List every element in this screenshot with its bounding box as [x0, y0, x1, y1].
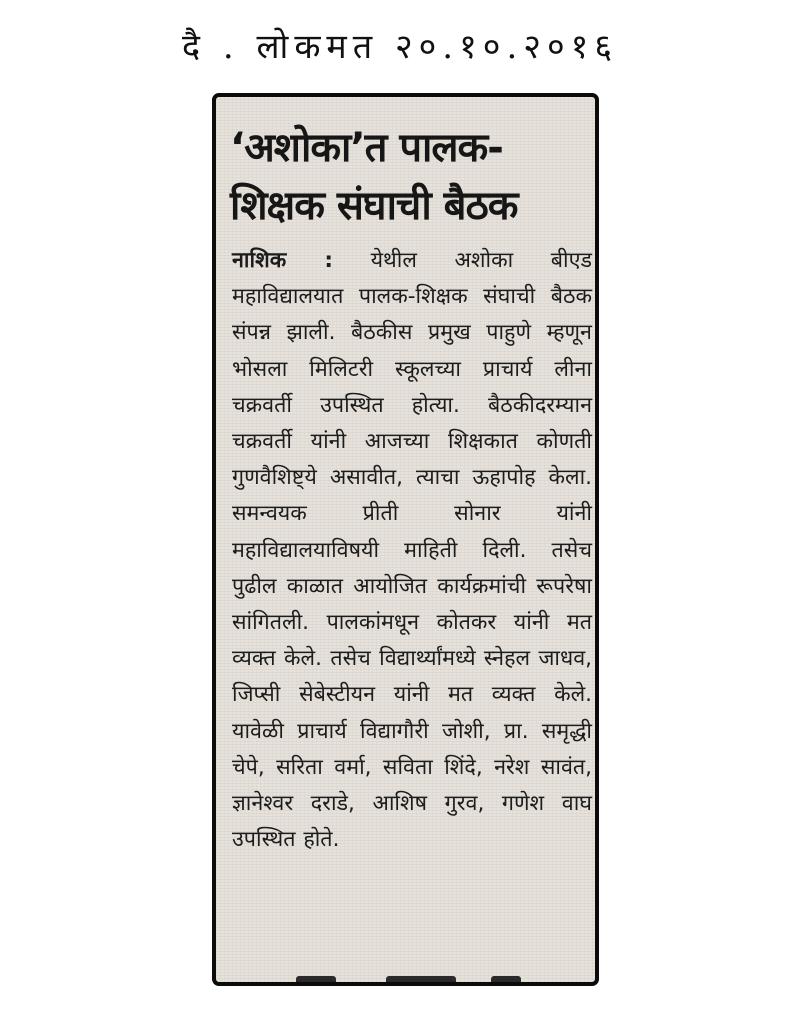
- article-dateline: नाशिक :: [232, 248, 334, 273]
- news-clipping: [212, 93, 599, 986]
- fragment-mark: [296, 976, 336, 982]
- article-body-text: येथील अशोका बीएड महाविद्यालयात पालक-शिक्षक संघाची बैठक संपन्न झाली. बैठकीस प्रमुख पाहुणे म्हणून भोसला मिलिटरी स्कूलच्या प्राचार्य लीना चक्रवर्ती उपस्थित होत्या. बैठकीदरम्यान चक्रवर्ती यांनी आजच्या शिक्षकात कोणती गुणवैशिष्ट्ये असावीत, त्याचा ऊहापोह केला. समन्वयक प्रीती सोनार यांनी महाविद्यालयाविषयी माहिती दिली. तसेच पुढील काळात आयोजित कार्यक्रमांची रूपरेषा सांगितली. पालकांमधून कोतकर यांनी मत व्यक्त केले. तसेच विद्यार्थ्यांमध्ये स्नेहल जाधव, जिप्सी सेबेस्टीयन यांनी मत व्यक्त केले. यावेळी प्राचार्य विद्यागौरी जोशी, प्रा. समृद्धी चेपे, सरिता वर्मा, सविता शिंदे, नरेश सावंत, ज्ञानेश्वर दराडे, आशिष गुरव, गणेश वाघ उपस्थित होते.: [232, 248, 592, 853]
- article-body: [232, 243, 592, 858]
- fragment-mark: [386, 976, 456, 982]
- article-headline: ‘अशोका’त पालक-शिक्षक संघाची बैठक: [230, 125, 518, 229]
- newspaper-masthead: दै . लोकमत २०.१०.२०१६: [181, 27, 619, 67]
- next-article-fragment: [276, 976, 596, 982]
- fragment-mark: [491, 976, 521, 982]
